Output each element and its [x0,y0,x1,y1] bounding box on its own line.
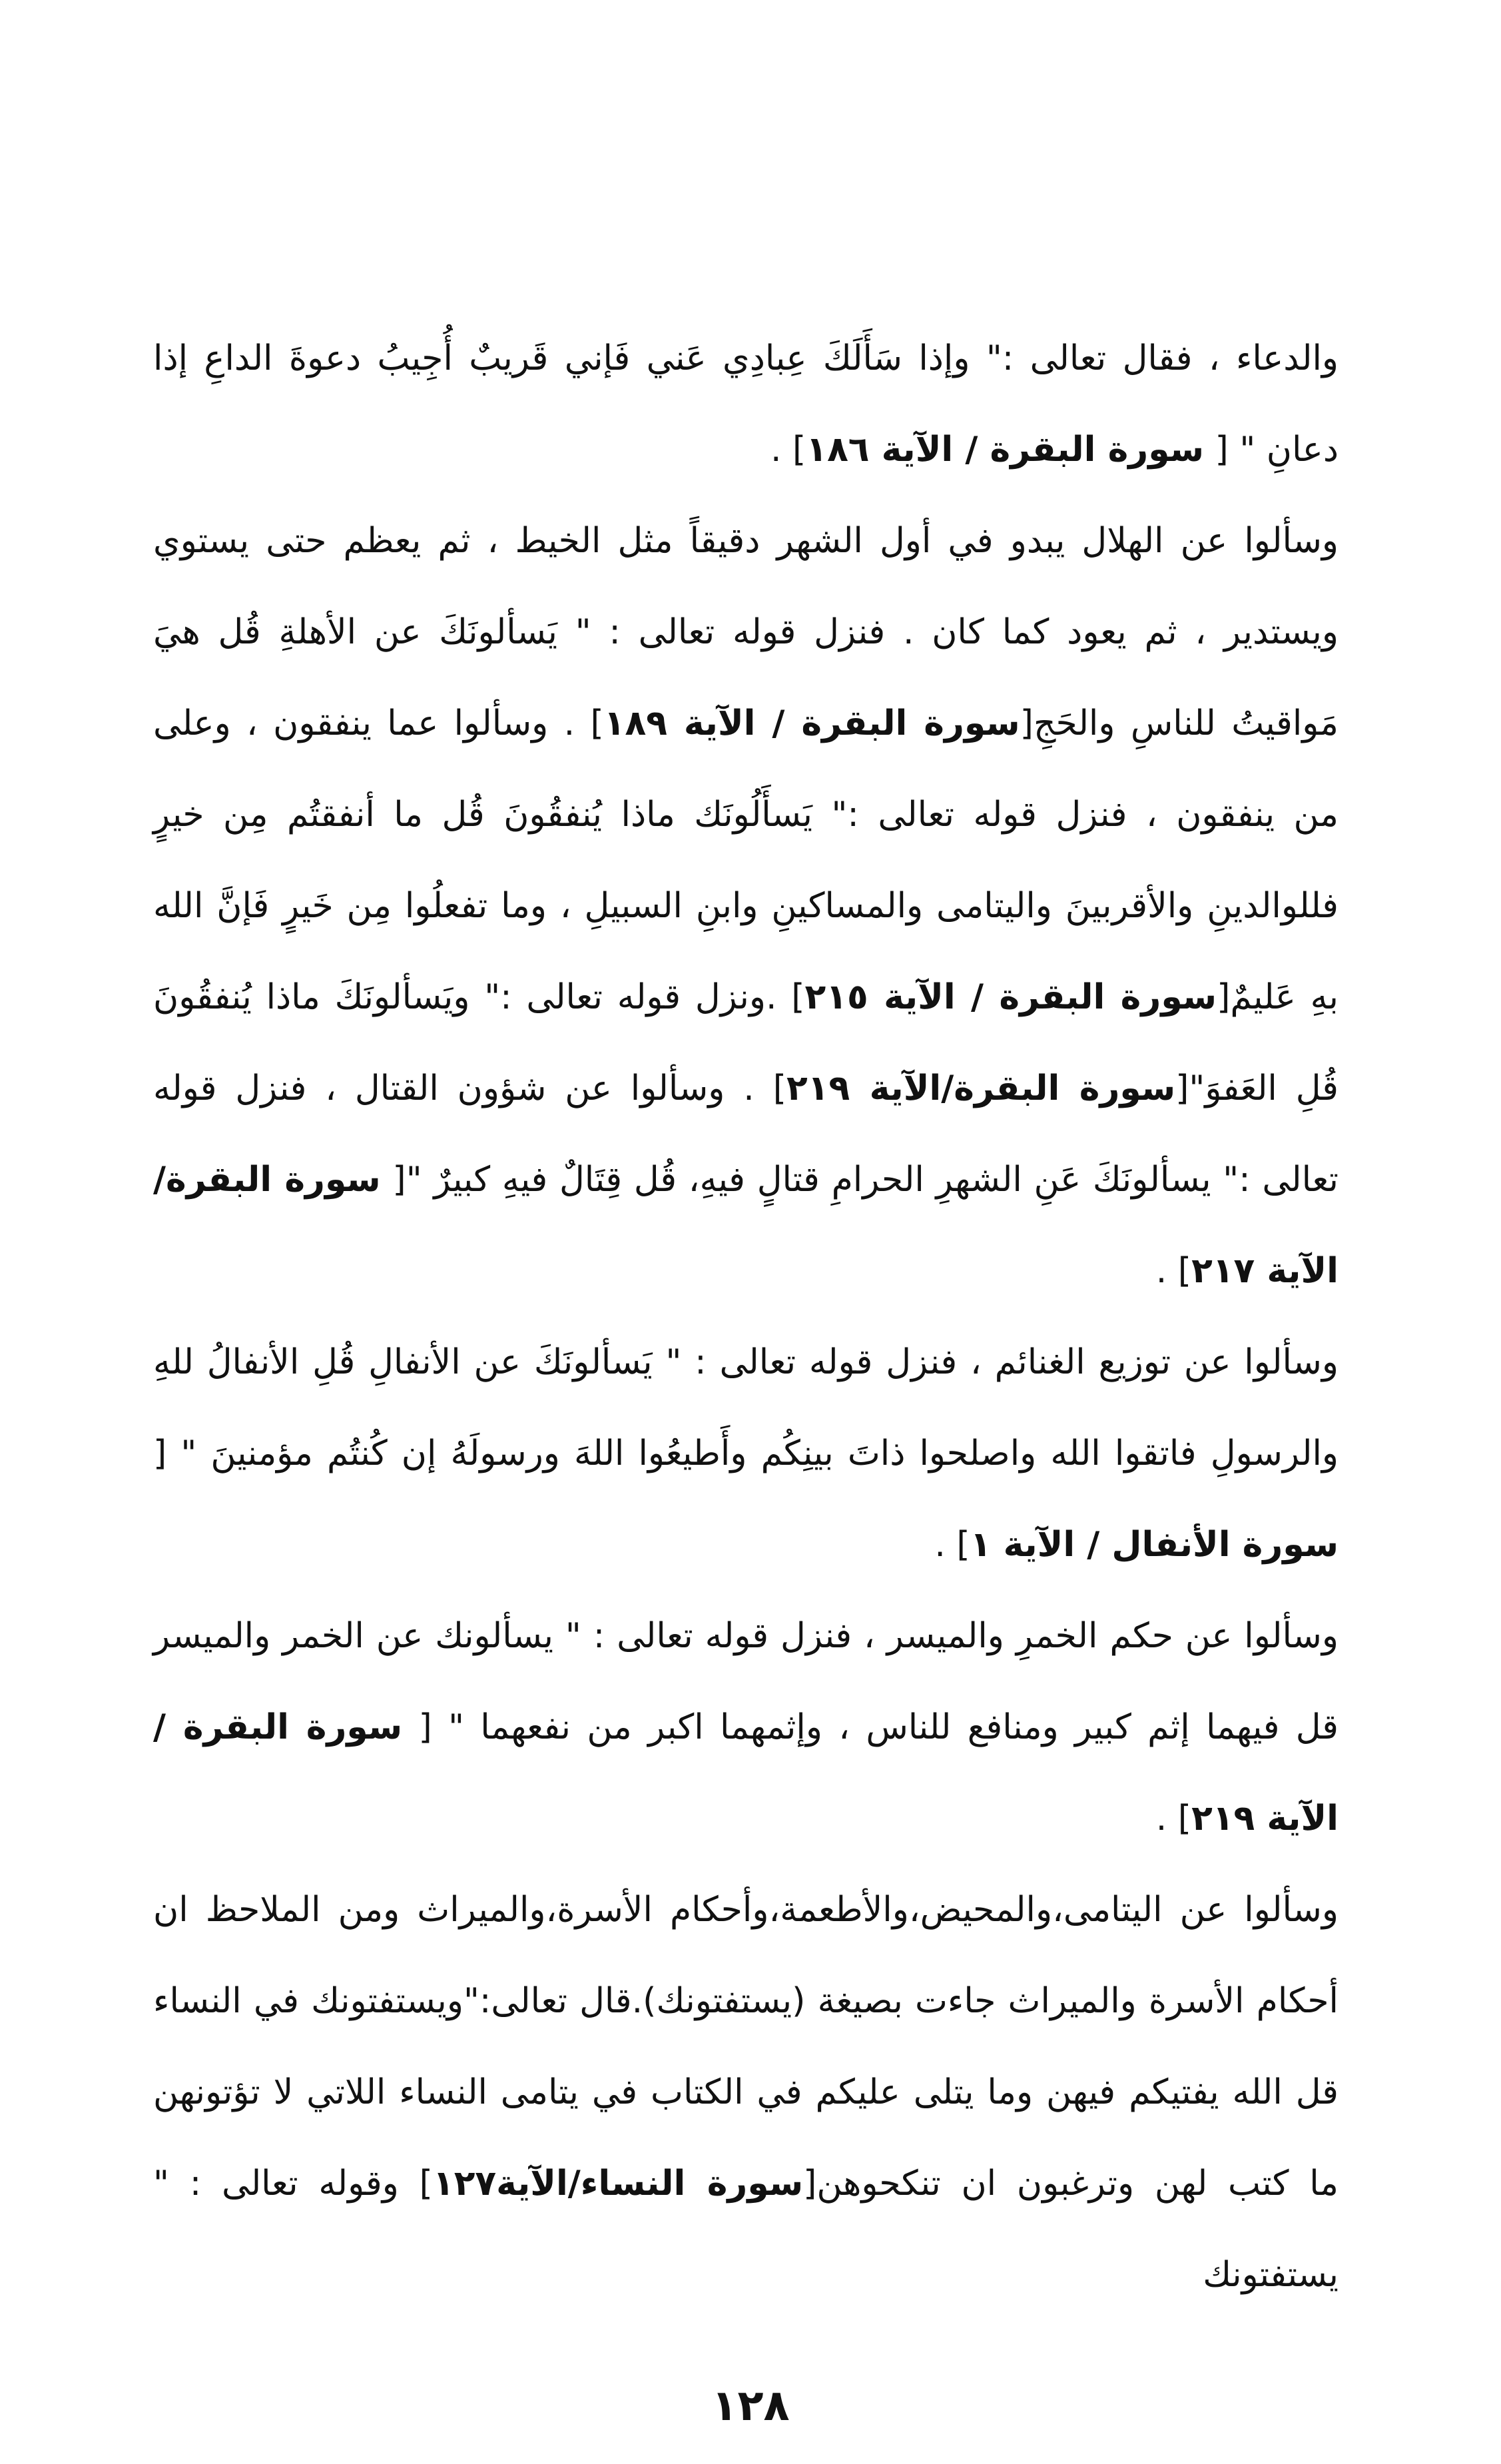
surah-reference: سورة النساء/الآية١٢٧ [432,2164,804,2204]
page-number: ١٢٨ [711,2381,790,2431]
paragraph-3 [153,1317,1339,1591]
paragraph-3-text: وسألوا عن توزيع الغنائم ، فنزل قوله تعالى : " يَسألونَكَ عن الأنفالِ قُلِ الأنفالُ للهِ والرسولِ فاتقوا الله واصلحوا ذاتَ بينِكُم وأَطيعُوا اللهَ ورسولَهُ إن كُنتُم مؤمنينَ " [ [153,1342,1339,1473]
surah-reference: سورة البقرة / الآية ١٨٦ [806,430,1204,470]
surah-reference: سورة البقرة/الآية ٢١٩ [786,1068,1176,1108]
paragraph-2-text: ] . وسألوا عن شؤون القتال ، فنزل قوله تعالى :" يسألونَكَ عَنِ الشهرِ الحرامِ قتالٍ فيهِ، قُل قِتَالٌ فيهِ كبيرٌ "[ [153,1068,1339,1200]
paragraph-5-text: ] وقوله تعالى : " يستفتونك [153,2164,1339,2295]
paragraph-1-text: والدعاء ، فقال تعالى :" وإذا سَأَلَكَ عِبادِي عَني فَإني قَريبٌ أُجِيبُ دعوةَ الداعِ إذا دعانِ " [ [153,338,1339,470]
surah-reference: سورة الأنفال / الآية ١ [970,1525,1339,1565]
paragraph-2-text: ] .ونزل قوله تعالى :" ويَسألونَكَ ماذا يُنفقُونَ قُلِ العَفوَ"[ [153,977,1339,1108]
paragraph-4 [153,1591,1339,1864]
paragraph-4-text: وسألوا عن حكم الخمرِ والميسر ، فنزل قوله تعالى : " يسألونك عن الخمر والميسر قل فيهما إثم كبير ومنافع للناس ، وإثمهما اكبر من نفعهما " [ [153,1616,1339,1747]
paragraph-3-text: ] . [934,1525,970,1565]
body-text [153,313,1339,2321]
surah-reference: سورة البقرة / الآية ٢١٩ [153,1707,1339,1839]
surah-reference: سورة البقرة/ الآية ٢١٧ [153,1160,1339,1291]
paragraph-2 [153,496,1339,1317]
surah-reference: سورة البقرة / الآية ١٨٩ [603,703,1020,743]
paragraph-5 [153,1864,1339,2321]
surah-reference: سورة البقرة / الآية ٢١٥ [804,977,1217,1017]
paragraph-2-text: ] . [1155,1251,1192,1291]
paragraph-4-text: ] . [1155,1799,1192,1839]
paragraph-1-text: ] . [770,430,806,470]
paragraph-5-text: وسألوا عن اليتامى،والمحيض،والأطعمة،وأحكام الأسرة،والميراث ومن الملاحظ ان أحكام الأسرة والميراث جاءت بصيغة (يستفتونك).قال تعالى:"ويستفتونك في النساء قل الله يفتيكم فيهن وما يتلى عليكم في الكتاب في يتامى النساء اللاتي لا تؤتونهن ما كتب لهن وترغبون ان تنكحوهن[ [153,1890,1339,2204]
paragraph-1 [153,313,1339,496]
paragraph-2-text: ] . وسألوا عما ينفقون ، وعلى من ينفقون ، فنزل قوله تعالى :" يَسأَلُونَك ماذا يُنفقُونَ قُل ما أنفقتُم مِن خيرٍ فللوالدينِ والأقربينَ واليتامى والمساكينِ وابنِ السبيلِ ، وما تفعلُوا مِن خَيرٍ فَإنَّ الله بهِ عَليمٌ[ [153,703,1339,1017]
paragraph-2-text: وسألوا عن الهلال يبدو في أول الشهر دقيقاً مثل الخيط ، ثم يعظم حتى يستوي ويستدير ، ثم يعود كما كان . فنزل قوله تعالى : " يَسألونَكَ عن الأهلةِ قُل هيَ مَواقيتُ للناسِ والحَجِ[ [153,521,1339,743]
